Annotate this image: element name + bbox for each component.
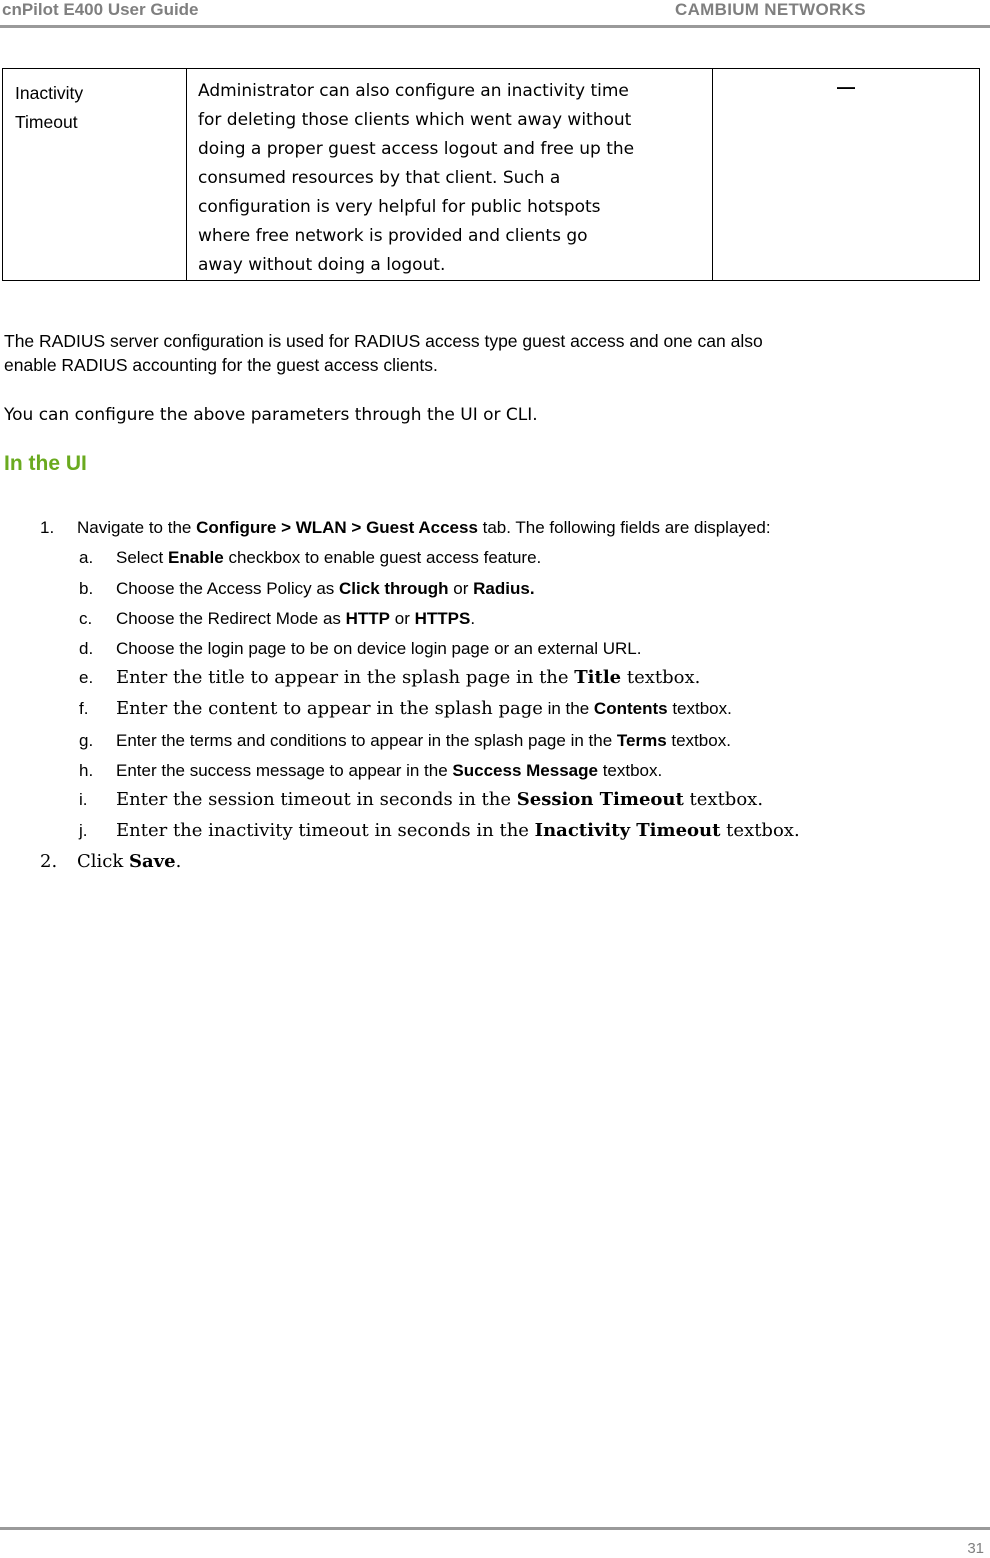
radius-paragraph bbox=[4, 329, 974, 377]
step-text: tab. The following fields are displayed: bbox=[477, 518, 771, 537]
step-text: textbox. bbox=[667, 699, 732, 718]
desc-line: away without doing a logout. bbox=[198, 255, 446, 275]
radius-line-2: enable RADIUS accounting for the guest access clients. bbox=[4, 355, 438, 375]
desc-line: configuration is very helpful for public hotspots bbox=[198, 197, 601, 217]
page-number: 31 bbox=[967, 1540, 984, 1557]
substep-letter: c. bbox=[79, 609, 93, 628]
step-bold-text: HTTP bbox=[345, 609, 391, 628]
step-text: Enter the inactivity timeout in seconds in the bbox=[116, 820, 535, 841]
substep-letter: j. bbox=[79, 821, 88, 840]
param-default-cell bbox=[713, 69, 980, 281]
param-name-line2: Timeout bbox=[15, 112, 78, 132]
configure-paragraph: You can configure the above parameters through the UI or CLI. bbox=[4, 405, 538, 425]
step-text: or bbox=[390, 609, 415, 628]
substep-letter: d. bbox=[79, 639, 94, 658]
substep-letter: g. bbox=[79, 731, 94, 750]
header-doc-title: cnPilot E400 User Guide bbox=[2, 0, 199, 19]
desc-line: for deleting those clients which went away without bbox=[198, 110, 632, 130]
step-text: or bbox=[448, 579, 474, 598]
substep-letter: h. bbox=[79, 761, 94, 780]
step-text: Enter the content to appear in the splash page bbox=[116, 698, 543, 719]
step-text: checkbox to enable guest access feature. bbox=[223, 548, 542, 567]
step-text: Enter the session timeout in seconds in the bbox=[116, 789, 517, 810]
step-text: . bbox=[175, 851, 182, 872]
step-bold-text: Save bbox=[129, 851, 176, 872]
step-text: Choose the Redirect Mode as bbox=[116, 609, 346, 628]
param-default-value: — bbox=[837, 77, 855, 97]
step-bold-text: HTTPS bbox=[414, 609, 471, 628]
substep-letter: b. bbox=[79, 579, 94, 598]
param-description-cell bbox=[187, 69, 713, 281]
step-text: in the bbox=[542, 699, 594, 718]
step-text: Select bbox=[116, 548, 168, 567]
substep-letter: i. bbox=[79, 790, 88, 809]
step-bold-text: Title bbox=[574, 667, 622, 688]
step-bold-text: Contents bbox=[593, 699, 668, 718]
step-text: Choose the login page to be on device login page or an external URL. bbox=[116, 639, 642, 658]
step-bold-text: Terms bbox=[616, 731, 667, 750]
step-bold-text: Success Message bbox=[452, 761, 598, 780]
step-text: Choose the Access Policy as bbox=[116, 579, 340, 598]
step-text: . bbox=[470, 609, 476, 628]
parameter-table bbox=[2, 68, 980, 281]
page-header bbox=[0, 0, 990, 28]
step-bold-text: Session Timeout bbox=[516, 789, 684, 810]
step-text: textbox. bbox=[597, 761, 663, 780]
desc-line: doing a proper guest access logout and free up the bbox=[198, 139, 635, 159]
desc-line: where free network is provided and clients go bbox=[198, 226, 588, 246]
table-row bbox=[3, 69, 980, 281]
step-text: Navigate to the bbox=[77, 518, 197, 537]
step-number: 2. bbox=[40, 851, 58, 872]
header-company: CAMBIUM NETWORKS bbox=[675, 0, 866, 19]
step-text: textbox. bbox=[621, 667, 701, 688]
step-bold-text: Click through bbox=[339, 579, 449, 598]
step-text: Enter the success message to appear in the bbox=[116, 761, 453, 780]
step-number: 1. bbox=[40, 518, 55, 537]
step-bold-text: Configure > WLAN > Guest Access bbox=[196, 518, 478, 537]
step-text: Click bbox=[77, 851, 129, 872]
footer-rule bbox=[0, 1527, 990, 1530]
substep-letter: a. bbox=[79, 548, 94, 567]
step-text: textbox. bbox=[666, 731, 731, 750]
step-text: Enter the title to appear in the splash page in the bbox=[116, 667, 575, 688]
desc-line: Administrator can also configure an inactivity time bbox=[198, 81, 629, 101]
section-title-in-the-ui: In the UI bbox=[4, 452, 87, 475]
step-text: Enter the terms and conditions to appear in the splash page in the bbox=[116, 731, 617, 750]
param-name-cell bbox=[3, 69, 187, 281]
radius-line-1: The RADIUS server configuration is used for RADIUS access type guest access and one can also bbox=[4, 331, 763, 351]
step-text: textbox. bbox=[720, 820, 800, 841]
substep-letter: f. bbox=[79, 699, 89, 718]
param-name-line1: Inactivity bbox=[15, 83, 84, 103]
desc-line: consumed resources by that client. Such a bbox=[198, 168, 561, 188]
step-text: textbox. bbox=[683, 789, 764, 810]
step-bold-text: Inactivity Timeout bbox=[534, 820, 721, 841]
substep-letter: e. bbox=[79, 668, 94, 687]
step-bold-text: Radius. bbox=[473, 579, 535, 598]
step-bold-text: Enable bbox=[167, 548, 224, 567]
